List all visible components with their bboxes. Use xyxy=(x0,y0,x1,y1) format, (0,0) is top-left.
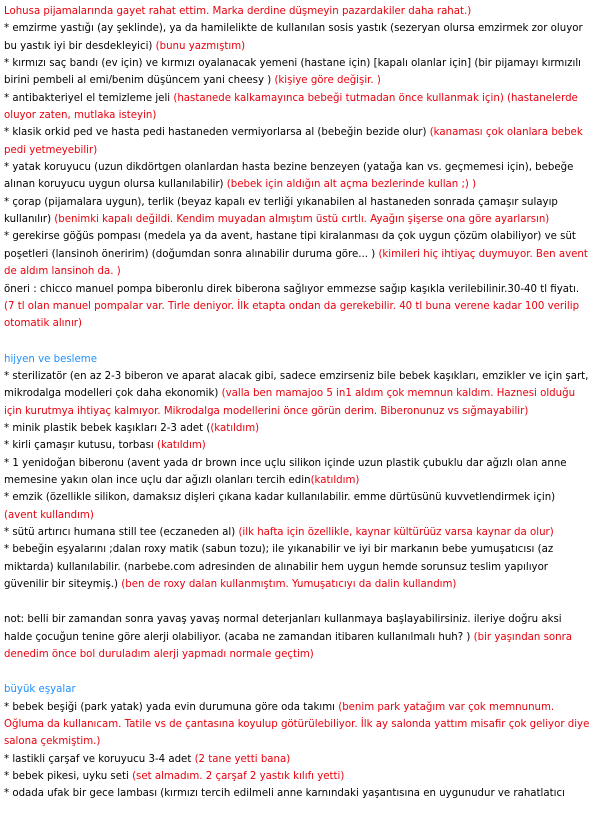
list-item xyxy=(4,768,590,785)
item-note: (bunu yazmıştım) xyxy=(155,40,246,52)
item-text: * sütü artırıcı humana still tee (eczaneden al) xyxy=(4,526,239,538)
item-note: (katıldım) xyxy=(156,440,206,452)
item-note: (2 tane yetti bana) xyxy=(194,753,291,765)
list-item xyxy=(4,368,590,420)
spacer xyxy=(4,663,590,681)
item-text: * gerekirse göğüs pompası (medela ya da avent, hastane tipi kiralanması da çok uygun çözüm olabiliyor) ve süt poşetleri (lansinoh öneririm) (doğumdan sonra alınabilir duruma göre... ) xyxy=(4,231,576,260)
list-item xyxy=(4,20,590,55)
list-item xyxy=(4,751,590,768)
intro-line: Lohusa pijamalarında gayet rahat ettim. Marka derdine düşmeyin pazardakiler daha rahat.) xyxy=(4,6,472,17)
section-title-large-items: büyük eşyalar xyxy=(4,684,76,696)
item-list-large-items xyxy=(4,699,590,803)
item-note: (kimileri hiç ihtiyaç duymuyor. Ben avent de aldım lansinoh da. ) xyxy=(4,248,588,278)
item-note: (katıldım) xyxy=(210,422,260,434)
note-comment: (bir yaşından sonra denedim önce bol duruladım alerji yapmadı normale geçtim) xyxy=(4,631,573,661)
spacer xyxy=(4,333,590,351)
item-note: (ben de roxy dalan kullanmıştım. Yumuşatıcıyı da dalin kullandım) xyxy=(121,579,457,590)
item-text: * 1 yenidoğan biberonu (avent yada dr brown ince uçlu silikon içinde uzun plastik çubuklu dar ağızlı olan anne memesine yakın olan ince uçlu dar ağızlı olanları tercih edin xyxy=(4,457,567,486)
list-item xyxy=(4,541,590,593)
list-item xyxy=(4,281,590,333)
item-note: (benim park yatağım var çok memnunum. Oğluma da kullanıcam. Tatile vs de çantasına koyulup götürülebiliyor. İlk ay salonda yattım misafir çok geliyor diye salona çekmiştim.) xyxy=(4,701,590,748)
list-item xyxy=(4,437,590,454)
item-text: * yatak koruyucu (uzun dikdörtgen olanlardan hasta bezine benzeyen (yatağa kan vs. geçmemesi için), bebeğe alınan koruyucu uygun olursa kullanılabilir) xyxy=(4,162,574,191)
item-note: (7 tl olan manuel pompalar var. Tirle deniyor. İlk etapta ondan da gerekebilir. 40 tl buna verene kadar 100 verilip otomatik alınır) xyxy=(4,300,580,330)
note-text: not: belli bir zamandan sonra yavaş yavaş normal deterjanları kullanmaya başlayabilirsiniz. ileriye doğru aksi halde çocuğun tenine göre alerji olabiliyor. (acaba ne zamandan itibaren kullanılmalı huh? ) xyxy=(4,614,562,643)
list-item xyxy=(4,455,590,490)
item-note: (set almadım. 2 çarşaf 2 yastık kılıfı yetti) xyxy=(132,771,345,783)
section-title-hygiene: hijyen ve besleme xyxy=(4,353,97,365)
item-list-hygiene xyxy=(4,368,590,593)
item-text: * odada ufak bir gece lambası (kırmızı tercih edilmeli anne karnındaki yaşantısına en uygunudur ve rahatlatıcı xyxy=(4,788,565,800)
item-text: * kirli çamaşır kutusu, torbası xyxy=(4,440,157,452)
item-text: * klasik orkid ped ve hasta pedi hastaneden vermiyorlarsa al (bebeğin bezide olur) xyxy=(4,127,430,139)
item-note: (katıldım) xyxy=(310,474,360,486)
item-text: * emzirme yastığı (ay şeklinde), ya da hamilelikte de kullanılan sosis yastık (sezeryan olursa emzirmek zor oluyor bu yastık iyi bir desdekleyici) xyxy=(4,23,583,52)
item-note: (ilk hafta için özellikle, kaynar kültürüüz varsa kaynar da olur) xyxy=(238,526,554,538)
list-item xyxy=(4,699,590,751)
spacer xyxy=(4,593,590,611)
item-text: * emzik (özellikle silikon, damaksız dişleri çıkana kadar kullanılabilir. emme dürtüsünü kuvvetlendirmek için) xyxy=(4,492,556,504)
item-text: * kırmızı saç bandı (ev için) ve kırmızı oyalanacak yemeni (hastane için) [kapalı olanlar için] (bir pijamayı kırmızılı birini pembeli al emi/benim düşüncem yani cheesy ) xyxy=(4,58,582,87)
list-item xyxy=(4,524,590,541)
list-item xyxy=(4,228,590,280)
list-item xyxy=(4,90,590,125)
item-note: (kişiye göre değişir. ) xyxy=(274,75,381,87)
list-item xyxy=(4,124,590,159)
item-text: * antibakteriyel el temizleme jeli xyxy=(4,92,174,104)
item-text: * sterilizatör (en az 2-3 biberon ve aparat alacak gibi, sadece emzirseniz bile bebek kaşıkları, emzikler ve için şart, mikrodalga modelleri çok daha ekonomik) xyxy=(4,370,589,400)
note-paragraph xyxy=(4,611,590,663)
item-text: * minik plastik bebek kaşıkları 2-3 adet ( xyxy=(4,422,211,434)
list-item xyxy=(4,194,590,229)
item-text: * lastikli çarşaf ve koruyucu 3-4 adet xyxy=(4,753,195,765)
list-item xyxy=(4,489,590,524)
item-note: (valla ben mamajoo 5 in1 aldım çok memnun kaldım. Haznesi olduğu için kurutmya ihtiyaç kalmıyor. Mikrodalga modellerini önce görün derim. Biberonunuz vs sığmayabilir) xyxy=(4,388,576,417)
item-text: öneri : chicco manuel pompa biberonlu direk biberona sağlıyor emmezse sağıp kaşıkla verilebilinir.30-40 tl fiyatı. xyxy=(4,283,580,295)
item-note: (benimki kapalı değildi. Kendim muyadan almıştım üstü cırtlı. Ayağın şişerse ona göre ayarlarsın) xyxy=(54,214,550,226)
item-text: * bebeğin eşyalarını ;dalan roxy matik (sabun tozu); ile yıkanabilir ve iyi bir markanın bebe yumuşatıcısı (az miktarda) kullanılabilir. (narbebe.com adresinden de alınabilir hem uygun hemde sorunsuz teslim yapılıyor güvenilir bir siteymiş.) xyxy=(4,544,554,590)
list-item xyxy=(4,785,590,802)
item-text: * bebek pikesi, uyku seti xyxy=(4,771,133,783)
item-note: (bebek için aldığın alt açma bezlerinde kullan ;) ) xyxy=(226,179,477,191)
item-note: (avent kullandım) xyxy=(4,509,94,521)
item-note: (hastanede kalkamayınca bebeği tutmadan önce kullanmak için) (hastanelerde oluyor zaten, mutlaka isteyin) xyxy=(4,92,578,122)
item-note: (kanaması çok olanlara bebek pedi yetmeyebilir) xyxy=(4,127,583,156)
document xyxy=(4,3,590,803)
list-item xyxy=(4,420,590,437)
item-text: * bebek beşiği (park yatak) yada evin durumuna göre oda takımı xyxy=(4,701,339,713)
item-text: * çorap (pijamalara uygun), terlik (beyaz kapalı ev terliği yıkanabilen al hastaneden sonrada çamaşır sulayıp kullanılır) xyxy=(4,196,558,226)
list-item xyxy=(4,159,590,194)
item-list-essentials xyxy=(4,20,590,332)
list-item xyxy=(4,55,590,90)
